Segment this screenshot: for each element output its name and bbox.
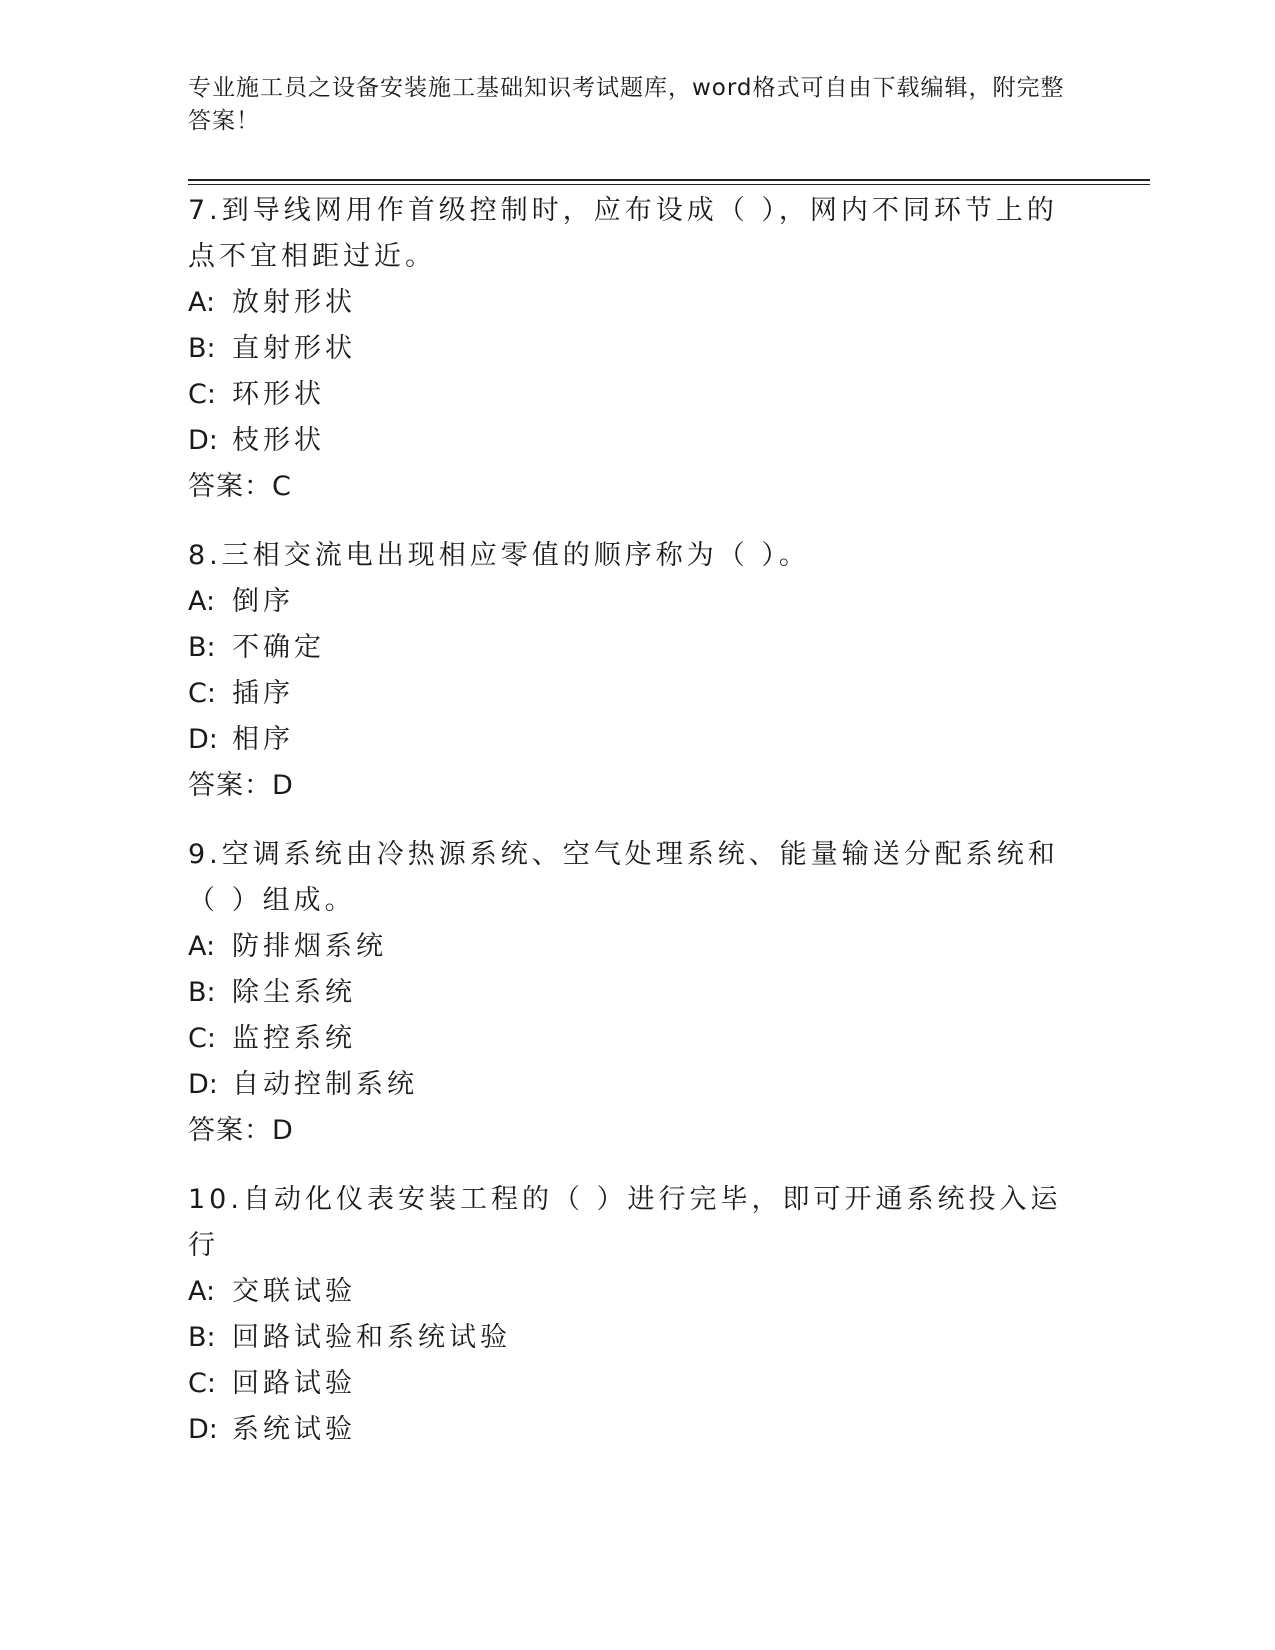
option-key: A: <box>188 931 216 962</box>
option-d <box>188 1407 1088 1453</box>
option-b <box>188 970 1088 1016</box>
option-text: 放射形状 <box>232 287 356 318</box>
option-key: D: <box>188 425 218 456</box>
option-text: 直射形状 <box>232 333 356 364</box>
option-text: 自动控制系统 <box>232 1069 418 1100</box>
option-a <box>188 924 1088 970</box>
option-c <box>188 372 1088 418</box>
option-key: A: <box>188 287 216 318</box>
option-text: 防排烟系统 <box>232 931 387 962</box>
option-d <box>188 418 1088 464</box>
option-key: A: <box>188 586 216 617</box>
option-key: B: <box>188 632 216 663</box>
option-key: D: <box>188 1069 218 1100</box>
option-text: 监控系统 <box>232 1023 356 1054</box>
option-text: 环形状 <box>232 379 325 410</box>
question-text: 8.三相交流电出现相应零值的顺序称为（ ）。 <box>188 540 810 571</box>
option-key: A: <box>188 1276 216 1307</box>
option-key: C: <box>188 1368 216 1399</box>
option-d <box>188 717 1088 763</box>
option-b <box>188 326 1088 372</box>
question-text: 9.空调系统由冷热源系统、空气处理系统、能量输送分配系统和（ ）组成。 <box>188 839 1059 916</box>
question-text: 10.自动化仪表安装工程的（ ）进行完毕，即可开通系统投入运行 <box>188 1184 1062 1261</box>
question-7 <box>188 188 1088 510</box>
option-text: 回路试验和系统试验 <box>232 1322 511 1353</box>
header-rule-thick <box>188 179 1150 181</box>
option-b <box>188 625 1088 671</box>
option-key: C: <box>188 379 216 410</box>
question-text: 7.到导线网用作首级控制时，应布设成（ ），网内不同环节上的点不宜相距过近。 <box>188 195 1058 272</box>
option-text: 除尘系统 <box>232 977 356 1008</box>
option-a <box>188 1269 1088 1315</box>
option-text: 系统试验 <box>232 1414 356 1445</box>
document-header: 专业施工员之设备安装施工基础知识考试题库，word格式可自由下载编辑，附完整答案！ <box>188 75 1065 134</box>
question-10 <box>188 1177 1088 1453</box>
answer-line: 答案：D <box>188 770 294 801</box>
option-text: 枝形状 <box>232 425 325 456</box>
option-text: 相序 <box>232 724 294 755</box>
header-rule-thin <box>188 184 1150 185</box>
option-text: 插序 <box>232 678 294 709</box>
option-key: C: <box>188 678 216 709</box>
option-b <box>188 1315 1088 1361</box>
option-a <box>188 280 1088 326</box>
option-key: D: <box>188 724 218 755</box>
option-key: D: <box>188 1414 218 1445</box>
option-text: 回路试验 <box>232 1368 356 1399</box>
option-c <box>188 1016 1088 1062</box>
option-d <box>188 1062 1088 1108</box>
option-c <box>188 671 1088 717</box>
option-key: B: <box>188 1322 216 1353</box>
option-c <box>188 1361 1088 1407</box>
option-key: B: <box>188 333 216 364</box>
option-text: 倒序 <box>232 586 294 617</box>
option-text: 交联试验 <box>232 1276 356 1307</box>
answer-line: 答案：D <box>188 1115 294 1146</box>
option-key: C: <box>188 1023 216 1054</box>
option-a <box>188 579 1088 625</box>
option-text: 不确定 <box>232 632 325 663</box>
question-list <box>188 188 1088 1476</box>
answer-line: 答案：C <box>188 471 292 502</box>
option-key: B: <box>188 977 216 1008</box>
question-9 <box>188 832 1088 1154</box>
question-8 <box>188 533 1088 809</box>
